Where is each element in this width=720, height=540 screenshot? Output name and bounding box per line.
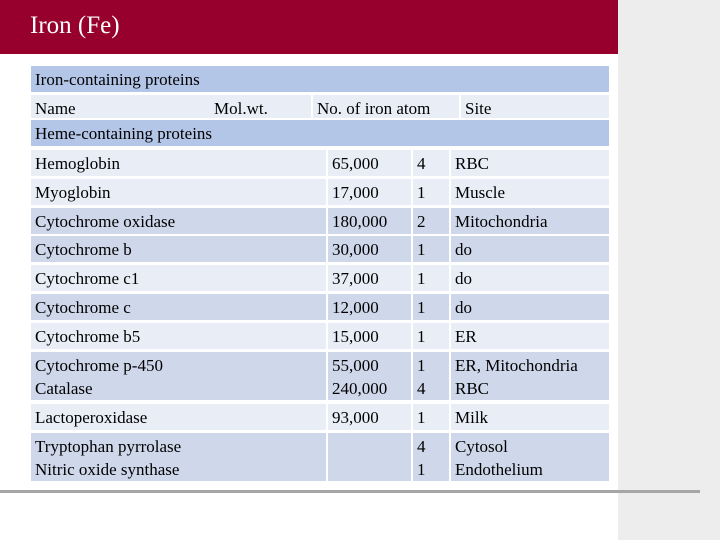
row-name: Hemoglobin: [29, 148, 326, 176]
header-name: Name: [35, 99, 76, 118]
row-name-line1: Tryptophan pyrrolase: [35, 437, 182, 456]
header-row-2: [29, 93, 609, 121]
row-name: Cytochrome oxidase: [29, 206, 326, 234]
row-name: Cytochrome c1: [29, 263, 326, 291]
row-molwt: [326, 350, 411, 400]
row-atoms: 1: [411, 263, 449, 291]
header-site: Site: [459, 93, 609, 121]
row-atoms-line1: 1: [417, 356, 426, 375]
row-molwt: 15,000: [326, 321, 411, 349]
row-molwt: 37,000: [326, 263, 411, 291]
row-atoms: 1: [411, 292, 449, 320]
row-site: Mitochondria: [449, 206, 609, 234]
bottom-rule: [0, 490, 700, 493]
row-atoms: 2: [411, 206, 449, 234]
row-atoms: 1: [411, 234, 449, 262]
row-site: do: [449, 263, 609, 291]
row-atoms-line2: 4: [417, 379, 426, 398]
row-name-line2: Nitric oxide synthase: [35, 460, 180, 479]
row-molwt: 93,000: [326, 402, 411, 430]
row-molwt: [326, 431, 411, 481]
header-row-3: [29, 118, 609, 146]
row-molwt-line2: 240,000: [332, 379, 388, 398]
row-name: Cytochrome b: [29, 234, 326, 262]
row-atoms: 4: [411, 148, 449, 176]
row-name: [29, 431, 326, 481]
row-molwt: 12,000: [326, 292, 411, 320]
row-molwt: 30,000: [326, 234, 411, 262]
row-atoms: [411, 350, 449, 400]
row-site: do: [449, 292, 609, 320]
row-atoms-line1: 4: [417, 437, 426, 456]
row-name: [29, 350, 326, 400]
row-name: Cytochrome c: [29, 292, 326, 320]
row-atoms: 1: [411, 402, 449, 430]
row-name: Myoglobin: [29, 177, 326, 205]
row-site: ER: [449, 321, 609, 349]
row-molwt: 65,000: [326, 148, 411, 176]
row-site: RBC: [449, 148, 609, 176]
row-site: [449, 431, 609, 481]
row-molwt: 180,000: [326, 206, 411, 234]
side-panel: [618, 0, 720, 540]
row-atoms: [411, 431, 449, 481]
row-name-line2: Catalase: [35, 379, 93, 398]
row-site: [449, 350, 609, 400]
row-site-line1: ER, Mitochondria: [455, 356, 578, 375]
title-bar: [0, 0, 618, 54]
header-heme-containing: Heme-containing proteins: [29, 118, 609, 146]
row-site: Muscle: [449, 177, 609, 205]
row-atoms: 1: [411, 321, 449, 349]
row-name: Lactoperoxidase: [29, 402, 326, 430]
row-atoms: 1: [411, 177, 449, 205]
header-molwt: Mol.wt.: [214, 99, 268, 118]
header-row-1: [29, 64, 609, 92]
header-atoms: No. of iron atom: [311, 93, 459, 121]
row-name-line1: Cytochrome p-450: [35, 356, 163, 375]
row-site: Milk: [449, 402, 609, 430]
row-atoms-line2: 1: [417, 460, 426, 479]
header-iron-containing: Iron-containing proteins: [29, 64, 609, 92]
row-molwt: 17,000: [326, 177, 411, 205]
row-molwt-line1: 55,000: [332, 356, 379, 375]
row-site-line2: Endothelium: [455, 460, 543, 479]
row-site: do: [449, 234, 609, 262]
row-site-line1: Cytosol: [455, 437, 508, 456]
row-site-line2: RBC: [455, 379, 490, 398]
slide-title: Iron (Fe): [30, 12, 120, 39]
row-name: Cytochrome b5: [29, 321, 326, 349]
